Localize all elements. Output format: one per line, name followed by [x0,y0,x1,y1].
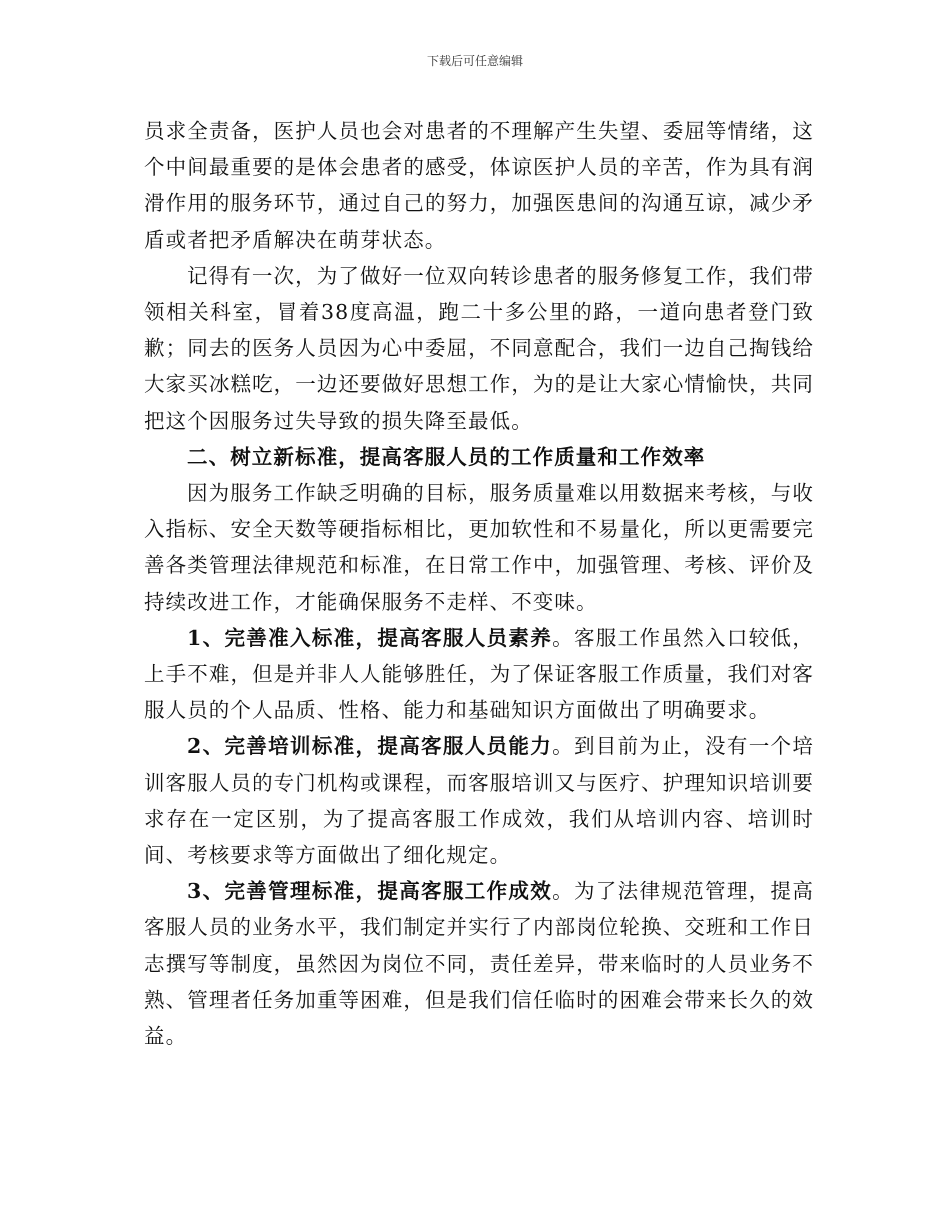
list-item-3 [144,873,814,1054]
list-item-3-text: 。为了法律规范管理，提高客服人员的业务水平，我们制定并实行了内部岗位轮换、交班和工作日志撰写等制度，虽然因为岗位不同，责任差异，带来临时的人员业务不熟、管理者任务加重等困难，但是我们信任临时的困难会带来长久的效益。 [144,879,814,1049]
paragraph-continuation: 员求全责备，医护人员也会对患者的不理解产生失望、委屈等情绪，这个中间最重要的是体会患者的感受，体谅医护人员的辛苦，作为具有润滑作用的服务环节，通过自己的努力，加强医患间的沟通互谅，减少矛盾或者把矛盾解决在萌芽状态。 [144,119,814,252]
list-item-1-text: 。客服工作虽然入口较低，上手不难，但是并非人人能够胜任，为了保证客服工作质量，我们对客服人员的个人品质、性格、能力和基础知识方面做出了明确要求。 [144,625,814,723]
list-item-2 [144,728,814,873]
list-item-3-title: 3、完善管理标准，提高客服工作成效 [187,879,553,904]
list-item-2-text: 。到目前为止，没有一个培训客服人员的专门机构或课程，而客服培训又与医疗、护理知识培训要求存在一定区别，为了提高客服工作成效，我们从培训内容、培训时间、考核要求等方面做出了细化规定。 [144,734,814,868]
document-body [144,113,814,1054]
list-item-2-title: 2、完善培训标准，提高客服人员能力 [187,734,553,759]
paragraph-anecdote: 记得有一次，为了做好一位双向转诊患者的服务修复工作，我们带领相关科室，冒着38度高温，跑二十多公里的路，一道向患者登门致歉；同去的医务人员因为心中委屈，不同意配合，我们一边自己掏钱给大家买冰糕吃，一边还要做好思想工作，为的是让大家心情愉快，共同把这个因服务过失导致的损失降至最低。 [144,263,814,433]
section-heading: 二、树立新标准，提高客服人员的工作质量和工作效率 [187,444,706,469]
list-item-1-title: 1、完善准入标准，提高客服人员素养 [187,625,553,650]
list-item-1 [144,620,814,729]
page-header: 下载后可任意编辑 [426,54,523,68]
paragraph-section-intro: 因为服务工作缺乏明确的目标，服务质量难以用数据来考核，与收入指标、安全天数等硬指标相比，更加软性和不易量化，所以更需要完善各类管理法律规范和标准，在日常工作中，加强管理、考核、评价及持续改进工作，才能确保服务不走样、不变味。 [144,481,814,614]
